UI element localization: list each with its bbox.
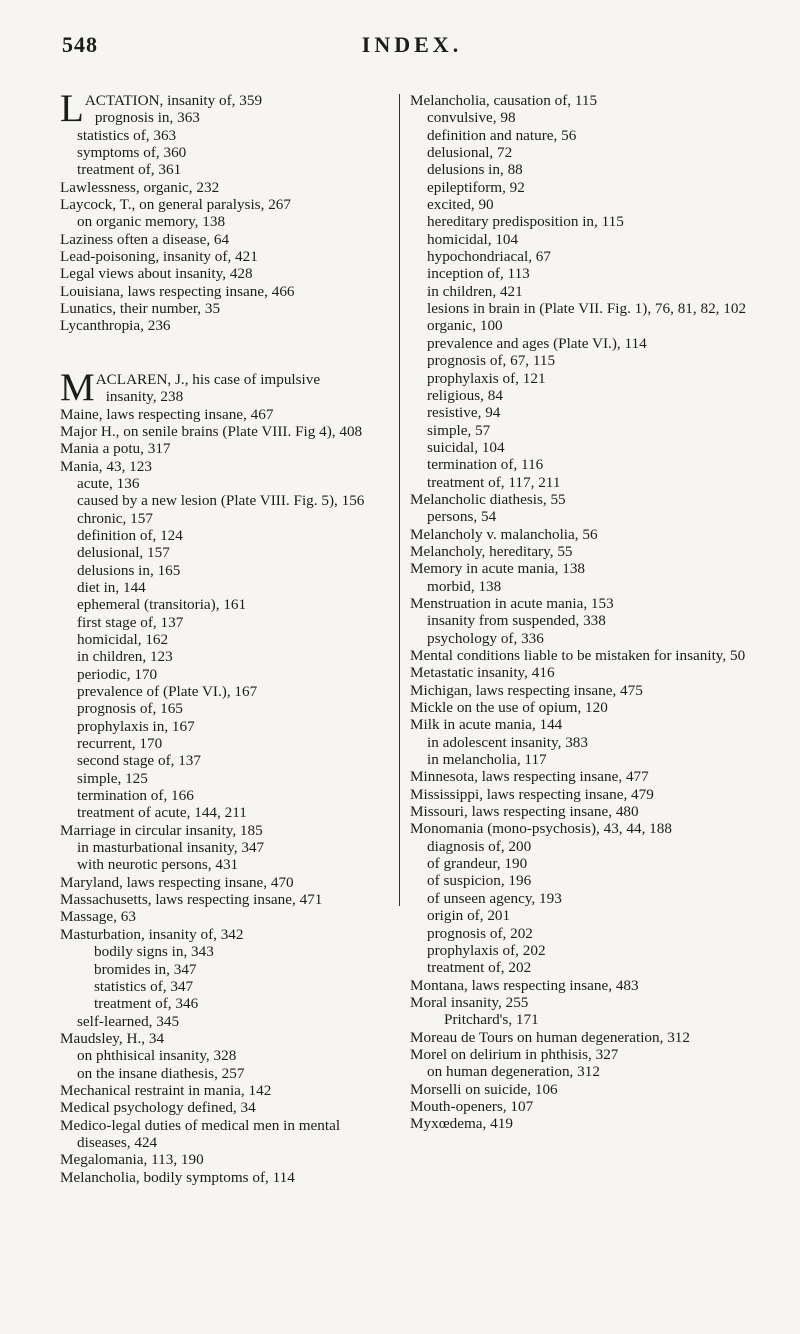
index-subentry: inception of, 113 [427,265,530,283]
index-entry: Missouri, laws respecting insane, 480 [410,803,639,821]
index-entry: Melancholy, hereditary, 55 [410,542,573,560]
index-subentry: delusions in, 88 [427,161,523,179]
index-subentry: self-learned, 345 [77,1012,180,1030]
section-start-entry [60,365,390,409]
index-subentry: delusional, 72 [427,144,513,162]
index-entry: Montana, laws respecting insane, 483 [410,976,639,994]
index-entry: Marriage in circular insanity, 185 [60,821,263,839]
index-subentry: psychology of, 336 [427,629,544,647]
index-subentry: periodic, 170 [77,665,158,683]
index-subentry: simple, 125 [77,769,148,787]
page-number: 548 [62,32,98,57]
index-subentry: prophylaxis of, 121 [427,369,546,387]
index-subentry: morbid, 138 [427,577,502,595]
index-entry: Myxœdema, 419 [410,1115,513,1133]
page-header [62,32,762,62]
index-subentry: hereditary predisposition in, 115 [427,213,624,231]
index-subentry: prognosis in, 363 [94,109,200,127]
index-subentry: prevalence of (Plate VI.), 167 [77,683,258,700]
index-entry: Medico-legal duties of medical men in mental diseases, 424 [60,1116,341,1151]
index-subentry: delusional, 157 [77,544,170,562]
index-entry: Laziness often a disease, 64 [60,230,230,248]
index-subentry: in children, 123 [77,648,173,666]
index-subentry: suicidal, 104 [427,438,505,456]
index-entry: Mechanical restraint in mania, 142 [60,1081,272,1099]
index-entry: Major H., on senile brains (Plate VIII. Fig 4), 408 [60,422,363,440]
left-column [60,87,390,1186]
index-subentry: hypochondriacal, 67 [427,248,551,266]
index-entry: Maine, laws respecting insane, 467 [60,405,274,423]
index-subentry: excited, 90 [427,196,494,214]
index-entry: Minnesota, laws respecting insane, 477 [410,768,649,786]
index-subentry: statistics of, 363 [77,126,177,144]
index-subentry: simple, 57 [427,421,491,439]
index-subentry: bodily signs in, 343 [94,943,214,961]
index-entry: Memory in acute mania, 138 [410,560,586,578]
section-start-entry [60,87,390,130]
index-entry-heading: ACLAREN, J., his case of impulsive [95,370,321,388]
index-entry: Mouth-openers, 107 [410,1097,534,1115]
index-entry: Lead-poisoning, insanity of, 421 [60,248,258,266]
index-entry: Maudsley, H., 34 [60,1029,165,1047]
index-subentry: definition of, 124 [77,526,183,544]
index-subentry: treatment of, 346 [94,995,199,1013]
index-entry: Massachusetts, laws respecting insane, 471 [60,891,323,909]
index-entry: Melancholy v. malancholia, 56 [410,525,598,543]
index-subentry: in children, 421 [427,282,523,300]
index-entry: Maryland, laws respecting insane, 470 [60,873,294,891]
index-subentry: religious, 84 [427,386,503,404]
index-subentry: treatment of acute, 144, 211 [77,804,247,822]
index-subentry: homicidal, 162 [77,630,169,648]
section-gap [60,353,390,371]
index-entry: Mania a potu, 317 [60,440,171,458]
index-subentry: treatment of, 361 [77,161,182,179]
index-subentry: diet in, 144 [77,578,146,596]
index-subentry: on phthisical insanity, 328 [77,1047,237,1065]
page-title: INDEX. [361,32,463,57]
index-entry: Mississippi, laws respecting insane, 479 [410,785,654,803]
index-subentry: insanity from suspended, 338 [427,612,606,630]
right-column [410,92,768,1133]
index-entry: Monomania (mono-psychosis), 43, 44, 188 [410,820,672,838]
index-subentry: diagnosis of, 200 [427,837,532,855]
index-entry: Metastatic insanity, 416 [410,664,555,682]
index-subentry: of grandeur, 190 [427,855,528,873]
index-entry: Mania, 43, 123 [60,457,152,475]
index-subentry: prevalence and ages (Plate VI.), 114 [427,334,647,352]
index-subentry: insanity, 238 [105,388,184,406]
index-subentry: in masturbational insanity, 347 [77,839,265,857]
index-entry: Megalomania, 113, 190 [60,1151,204,1169]
index-subentry: termination of, 116 [427,456,544,474]
index-subentry: lesions in brain in (Plate VII. Fig. 1), 76, 81, 82, 102 [427,300,747,318]
index-entry: Michigan, laws respecting insane, 475 [410,681,643,699]
index-entry: Mickle on the use of opium, 120 [410,699,608,717]
index-subentry: prognosis of, 165 [77,700,183,718]
index-subentry: definition and nature, 56 [427,126,577,144]
index-entry: Louisiana, laws respecting insane, 466 [60,282,295,300]
index-subentry: of suspicion, 196 [427,872,532,890]
index-entry-heading: ACTATION, insanity of, 359 [84,92,263,109]
drop-cap: M [60,365,95,409]
section-gap [60,335,390,353]
index-subentry: prophylaxis of, 202 [427,941,546,959]
index-entry: Menstruation in acute mania, 153 [410,594,614,612]
index-subentry: resistive, 94 [427,404,501,422]
index-entry: Melancholia, causation of, 115 [410,92,598,109]
index-subentry: on organic memory, 138 [77,213,226,231]
drop-cap: L [60,87,84,130]
index-subentry: chronic, 157 [77,509,153,527]
index-subentry: first stage of, 137 [77,613,184,631]
index-subentry: symptoms of, 360 [77,144,187,162]
column-divider [399,94,400,906]
index-subentry: termination of, 166 [77,787,194,805]
index-entry: Melancholic diathesis, 55 [410,490,566,508]
index-subentry: on human degeneration, 312 [427,1063,600,1081]
index-subentry: organic, 100 [427,317,503,335]
index-subentry: bromides in, 347 [94,960,197,978]
index-entry: Lycanthropia, 236 [60,317,171,335]
index-entry: Moreau de Tours on human degeneration, 312 [410,1028,690,1046]
index-subentry: with neurotic persons, 431 [77,856,239,874]
index-entry: Mental conditions liable to be mistaken for insanity, 50 [410,647,746,664]
index-subentry: Pritchard's, 171 [444,1011,539,1029]
index-subentry: treatment of, 202 [427,959,532,977]
index-subentry: convulsive, 98 [427,109,516,127]
index-subentry: persons, 54 [427,508,497,526]
index-entry: Lawlessness, organic, 232 [60,178,220,196]
index-subentry: epileptiform, 92 [427,178,525,196]
index-subentry: ephemeral (transitoria), 161 [77,596,247,614]
index-subentry: prognosis of, 202 [427,924,533,942]
index-entry: Massage, 63 [60,908,136,926]
index-entry: Melancholia, bodily symptoms of, 114 [60,1168,295,1186]
index-subentry: caused by a new lesion (Plate VIII. Fig. 5), 156 [77,492,365,510]
index-subentry: origin of, 201 [427,907,511,925]
index-entry: Moral insanity, 255 [410,993,529,1011]
index-subentry: delusions in, 165 [77,561,181,579]
index-entry: Masturbation, insanity of, 342 [60,925,244,943]
index-subentry: treatment of, 117, 211 [427,473,561,491]
index-subentry: homicidal, 104 [427,230,519,248]
index-subentry: recurrent, 170 [77,735,163,753]
index-entry: Legal views about insanity, 428 [60,265,253,283]
index-subentry: statistics of, 347 [94,977,194,995]
index-subentry: prognosis of, 67, 115 [427,352,556,370]
index-entry: Morselli on suicide, 106 [410,1080,558,1098]
index-entry: Medical psychology defined, 34 [60,1099,256,1117]
index-subentry: in adolescent insanity, 383 [427,733,588,751]
index-entry: Morel on delirium in phthisis, 327 [410,1045,619,1063]
index-entry: Laycock, T., on general paralysis, 267 [60,196,291,214]
index-subentry: of unseen agency, 193 [427,889,562,907]
index-subentry: prophylaxis in, 167 [77,717,195,735]
index-entry: Lunatics, their number, 35 [60,300,221,318]
index-subentry: on the insane diathesis, 257 [77,1064,245,1082]
index-subentry: acute, 136 [77,474,140,492]
index-subentry: in melancholia, 117 [427,751,547,769]
index-subentry: second stage of, 137 [77,752,201,770]
index-entry: Milk in acute mania, 144 [410,716,563,734]
